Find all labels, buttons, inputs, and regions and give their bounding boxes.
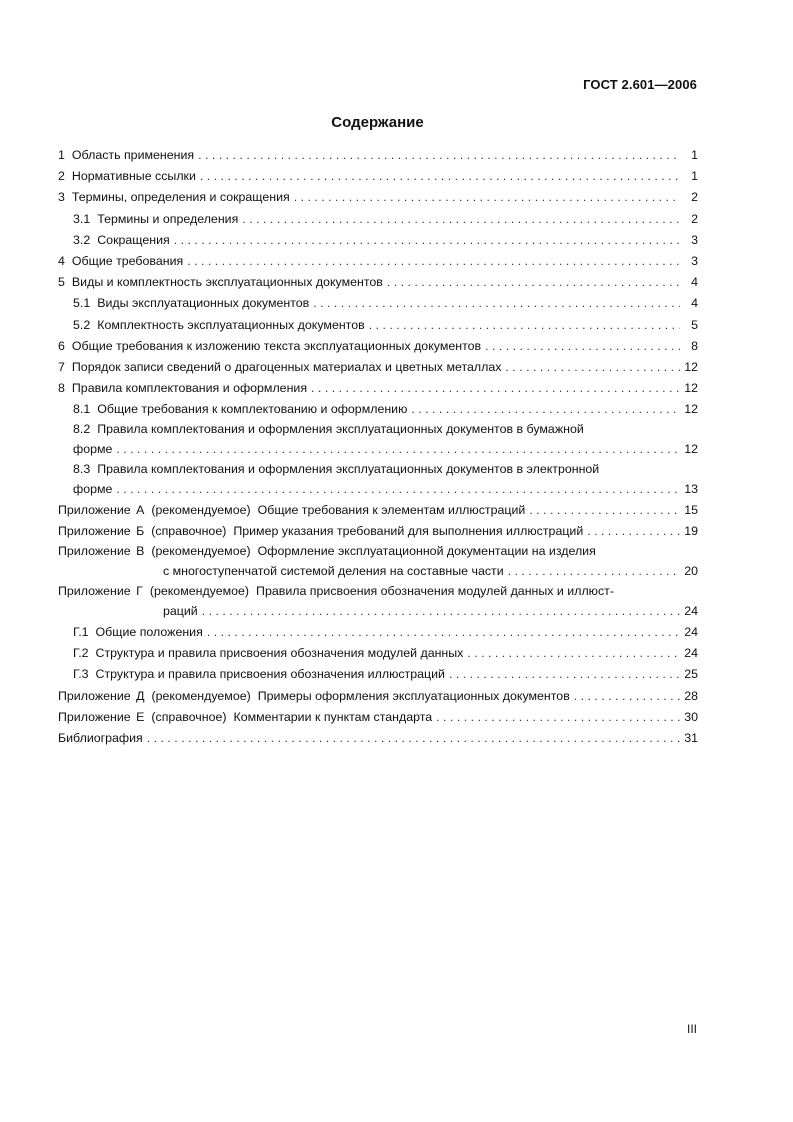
dot-leader (467, 643, 680, 664)
toc-entry-bibliography[interactable] (58, 728, 698, 749)
dot-leader (387, 272, 680, 293)
toc-entry[interactable] (58, 336, 698, 357)
toc-appendix-entry[interactable] (58, 707, 698, 728)
toc-subentry-continuation[interactable] (58, 479, 698, 500)
toc-entry-page: 12 (684, 359, 698, 374)
appendix-label: Приложение Д (58, 688, 145, 703)
toc-entry-number: Г.3 (73, 667, 89, 682)
toc-entry-number: 8 (58, 381, 65, 396)
toc-entry-page: 25 (684, 667, 698, 682)
toc-entry-title: Нормативные ссылки (71, 169, 196, 184)
toc-subentry[interactable] (58, 315, 698, 336)
toc-title: Содержание (331, 114, 424, 131)
dot-leader (313, 293, 680, 314)
dot-leader (174, 230, 680, 251)
toc-entry-page: 13 (684, 481, 698, 496)
toc-subentry[interactable] (58, 460, 698, 479)
toc-entry-number: 3 (58, 190, 65, 205)
dot-leader (147, 728, 680, 749)
toc-entry-page: 20 (684, 563, 698, 578)
dot-leader (508, 561, 680, 582)
toc-subentry[interactable] (58, 230, 698, 251)
dot-leader (116, 479, 680, 500)
toc-entry-title: Структура и правила присвоения обозначения иллюстраций (95, 667, 445, 682)
appendix-label: Приложение В (58, 544, 145, 559)
dot-leader (574, 686, 680, 707)
toc-entry-title: Общие положения (95, 624, 203, 639)
toc-entry-title-continuation: форме (73, 481, 113, 496)
toc-entry[interactable] (58, 378, 698, 399)
toc-entry-page: 2 (691, 190, 698, 205)
toc-entry-page: 24 (684, 603, 698, 618)
toc-subentry[interactable] (58, 664, 698, 685)
page-number: III (686, 1022, 697, 1036)
toc-entry-title: Комплектность эксплуатационных документов (97, 317, 365, 332)
toc-entry-title: Виды эксплуатационных документов (97, 296, 310, 311)
toc-appendix-continuation[interactable] (58, 601, 698, 622)
table-of-contents (58, 145, 698, 749)
toc-entry[interactable] (58, 251, 698, 272)
toc-entry-title: Сокращения (97, 232, 170, 247)
toc-entry-page: 31 (684, 730, 698, 745)
toc-entry-page: 2 (691, 211, 698, 226)
toc-entry-page: 3 (691, 232, 698, 247)
appendix-label: Приложение Г (58, 584, 143, 599)
toc-appendix-entry[interactable] (58, 542, 698, 561)
toc-entry-page: 19 (684, 524, 698, 539)
toc-entry-title: Оформление эксплуатационной документации на изделия (257, 544, 596, 559)
toc-entry-number: Г.2 (73, 646, 89, 661)
toc-appendix-entry[interactable] (58, 521, 698, 542)
toc-entry-number: 2 (58, 169, 65, 184)
toc-entry-number: 6 (58, 338, 65, 353)
toc-entry-title-continuation: раций (163, 603, 198, 618)
toc-subentry-continuation[interactable] (58, 439, 698, 460)
appendix-kind: (рекомендуемое) (149, 584, 250, 599)
dot-leader (202, 601, 680, 622)
toc-entry-number: Г.1 (73, 624, 89, 639)
toc-entry-title: Общие требования к элементам иллюстраций (257, 503, 526, 517)
toc-entry-number: 8.3 (73, 462, 91, 477)
toc-subentry[interactable] (58, 209, 698, 230)
toc-appendix-continuation[interactable] (58, 561, 698, 582)
toc-entry-page: 4 (691, 275, 698, 290)
toc-appendix-entry[interactable] (58, 686, 698, 707)
dot-leader (207, 622, 680, 643)
toc-entry-number: 3.2 (73, 232, 91, 247)
toc-entry-page: 15 (684, 503, 698, 517)
toc-entry[interactable] (58, 145, 698, 166)
toc-entry-number: 5 (58, 275, 65, 290)
appendix-label: Приложение А (58, 503, 145, 517)
toc-entry-page: 12 (684, 381, 698, 396)
dot-leader (449, 664, 680, 685)
toc-appendix-entry[interactable] (58, 500, 698, 521)
toc-entry-title: Примеры оформления эксплуатационных документов (257, 688, 570, 703)
dot-leader (242, 209, 680, 230)
toc-entry-title: Термины, определения и сокращения (71, 190, 290, 205)
toc-entry-title-continuation: с многоступенчатой системой деления на составные части (163, 563, 504, 578)
toc-entry-page: 24 (684, 646, 698, 661)
toc-entry-title: Общие требования (71, 253, 184, 268)
appendix-kind: (справочное) (151, 709, 227, 724)
appendix-label: Приложение Б (58, 524, 145, 539)
toc-entry-title: Правила комплектования и оформления эксплуатационных документов в электронной (97, 462, 600, 477)
toc-entry-number: 5.1 (73, 296, 91, 311)
toc-entry-title: Комментарии к пунктам стандарта (233, 709, 433, 724)
toc-entry-title: Термины и определения (97, 211, 239, 226)
toc-entry-page: 28 (684, 688, 698, 703)
toc-entry[interactable] (58, 357, 698, 378)
toc-entry[interactable] (58, 272, 698, 293)
appendix-kind: (рекомендуемое) (151, 688, 251, 703)
toc-entry-title: Правила комплектования и оформления эксплуатационных документов в бумажной (97, 422, 584, 437)
dot-leader (529, 500, 680, 521)
toc-entry-number: 8.2 (73, 422, 91, 437)
toc-entry-number: 3.1 (73, 211, 91, 226)
document-code: ГОСТ 2.601—2006 (583, 77, 697, 92)
toc-subentry[interactable] (58, 399, 698, 420)
toc-entry-title: Правила комплектования и оформления (71, 381, 308, 396)
dot-leader (485, 336, 680, 357)
toc-subentry[interactable] (58, 622, 698, 643)
dot-leader (369, 315, 680, 336)
toc-subentry[interactable] (58, 293, 698, 314)
appendix-kind: (рекомендуемое) (151, 544, 251, 559)
toc-entry-number: 7 (58, 359, 65, 374)
toc-entry-page: 24 (684, 624, 698, 639)
dot-leader (294, 187, 680, 208)
toc-subentry[interactable] (58, 643, 698, 664)
toc-entry[interactable] (58, 166, 698, 187)
toc-entry-page: 5 (691, 317, 698, 332)
dot-leader (505, 357, 680, 378)
toc-subentry[interactable] (58, 420, 698, 439)
dot-leader (200, 166, 680, 187)
toc-entry-page: 3 (691, 253, 698, 268)
toc-entry-page: 1 (691, 169, 698, 184)
dot-leader (187, 251, 680, 272)
toc-entry-title: Общие требования к комплектованию и оформлению (97, 402, 408, 417)
toc-entry-number: 8.1 (73, 402, 91, 417)
appendix-kind: (рекомендуемое) (151, 503, 251, 517)
toc-entry-number: 4 (58, 253, 65, 268)
toc-entry-title: Общие требования к изложению текста эксплуатационных документов (71, 338, 482, 353)
dot-leader (411, 399, 680, 420)
toc-entry-title: Структура и правила присвоения обозначения модулей данных (95, 646, 464, 661)
toc-appendix-entry[interactable] (58, 582, 698, 601)
toc-entry-page: 1 (691, 148, 698, 162)
toc-entry-title: Порядок записи сведений о драгоценных материалах и цветных металлах (71, 359, 502, 374)
toc-entry-page: 8 (691, 338, 698, 353)
dot-leader (436, 707, 680, 728)
dot-leader (311, 378, 680, 399)
toc-entry-title: Правила присвоения обозначения модулей данных и иллюст- (256, 584, 614, 599)
dot-leader (116, 439, 680, 460)
toc-entry-title: Виды и комплектность эксплуатационных документов (71, 275, 383, 290)
appendix-label: Приложение Е (58, 709, 145, 724)
toc-entry[interactable] (58, 187, 698, 208)
toc-entry-title-continuation: форме (73, 442, 113, 457)
appendix-kind: (справочное) (151, 524, 227, 539)
toc-entry-number: 1 (58, 148, 65, 162)
toc-entry-title: Область применения (71, 148, 195, 162)
toc-entry-number: 5.2 (73, 317, 91, 332)
toc-entry-page: 12 (684, 442, 698, 457)
toc-entry-title: Библиография (58, 730, 143, 745)
toc-entry-title: Пример указания требований для выполнения иллюстраций (233, 524, 584, 539)
dot-leader (198, 145, 680, 166)
toc-entry-page: 30 (684, 709, 698, 724)
toc-entry-page: 4 (691, 296, 698, 311)
toc-entry-page: 12 (684, 402, 698, 417)
dot-leader (587, 521, 680, 542)
